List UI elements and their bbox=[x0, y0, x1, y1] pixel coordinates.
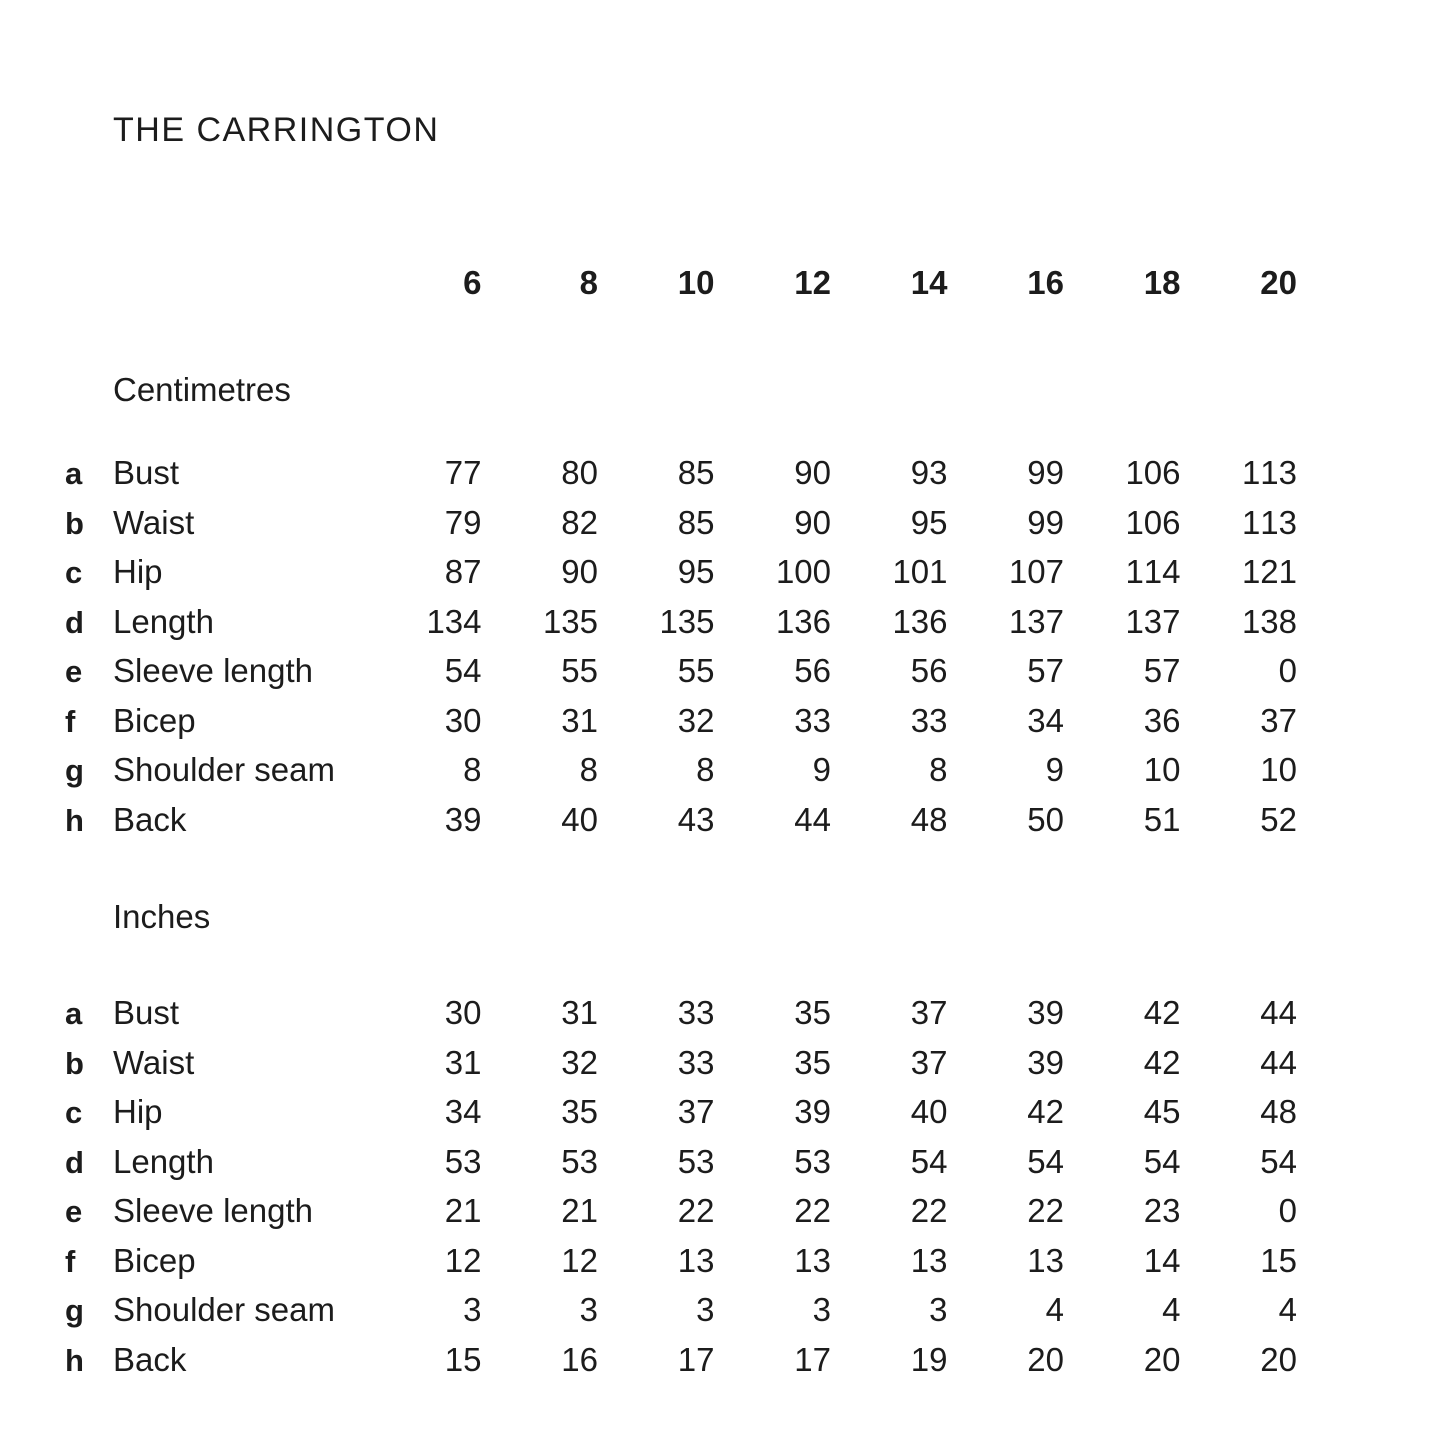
cell-value: 30 bbox=[444, 701, 482, 739]
section-label: Inches bbox=[113, 898, 211, 935]
cell-value: 135 bbox=[542, 602, 598, 640]
table-row bbox=[65, 448, 1395, 498]
cell-value: 32 bbox=[677, 701, 715, 739]
size-column-header: 16 bbox=[1027, 264, 1064, 301]
row-label: Bicep bbox=[113, 1241, 196, 1279]
cell-value: 42 bbox=[1027, 1093, 1064, 1130]
cell-value: 134 bbox=[426, 602, 482, 640]
cell-value: 3 bbox=[812, 1291, 831, 1328]
cell-value: 15 bbox=[444, 1340, 482, 1378]
row-label: Length bbox=[113, 602, 214, 640]
cell-value: 85 bbox=[677, 454, 715, 491]
cell-value: 95 bbox=[910, 503, 948, 541]
cell-value: 12 bbox=[444, 1241, 482, 1279]
cell-value: 33 bbox=[794, 701, 831, 739]
cell-value: 55 bbox=[561, 652, 598, 689]
cell-value: 35 bbox=[794, 994, 831, 1031]
section-label: Centimetres bbox=[113, 371, 291, 408]
cell-value: 4 bbox=[1278, 1291, 1297, 1328]
cell-value: 35 bbox=[794, 1043, 831, 1081]
row-label: Waist bbox=[113, 503, 195, 541]
row-letter: c bbox=[65, 555, 83, 590]
size-column-header: 20 bbox=[1260, 264, 1297, 301]
cell-value: 21 bbox=[561, 1192, 598, 1229]
cell-value: 42 bbox=[1143, 1043, 1181, 1081]
cell-value: 17 bbox=[794, 1340, 831, 1378]
cell-value: 8 bbox=[929, 751, 948, 788]
cell-value: 33 bbox=[910, 701, 948, 739]
cell-value: 37 bbox=[910, 994, 948, 1031]
cell-value: 35 bbox=[561, 1093, 598, 1130]
cell-value: 136 bbox=[775, 602, 831, 640]
table-row bbox=[65, 1236, 1395, 1286]
cell-value: 40 bbox=[910, 1093, 948, 1130]
cell-value: 37 bbox=[677, 1093, 715, 1130]
cell-value: 54 bbox=[1143, 1142, 1181, 1180]
row-label: Shoulder seam bbox=[113, 751, 335, 788]
cell-value: 22 bbox=[910, 1192, 948, 1229]
cell-value: 54 bbox=[1260, 1142, 1297, 1180]
cell-value: 95 bbox=[677, 553, 715, 590]
row-letter: a bbox=[65, 996, 83, 1031]
cell-value: 31 bbox=[444, 1043, 482, 1081]
cell-value: 106 bbox=[1125, 503, 1181, 541]
cell-value: 8 bbox=[696, 751, 715, 788]
cell-value: 99 bbox=[1027, 503, 1064, 541]
table-row bbox=[65, 597, 1395, 647]
size-column-header: 18 bbox=[1143, 264, 1181, 301]
row-label: Back bbox=[113, 1340, 187, 1378]
section-label-row bbox=[65, 897, 1395, 937]
row-label: Bust bbox=[113, 994, 180, 1031]
cell-value: 0 bbox=[1278, 652, 1297, 689]
cell-value: 12 bbox=[561, 1241, 598, 1279]
row-letter: b bbox=[65, 505, 84, 541]
cell-value: 39 bbox=[1027, 994, 1064, 1031]
row-label: Bicep bbox=[113, 701, 196, 739]
section-label-row bbox=[65, 370, 1395, 410]
cell-value: 82 bbox=[561, 503, 598, 541]
cell-value: 13 bbox=[794, 1241, 831, 1279]
cell-value: 85 bbox=[677, 503, 715, 541]
cell-value: 113 bbox=[1241, 454, 1297, 491]
cell-value: 44 bbox=[794, 800, 831, 838]
cell-value: 52 bbox=[1260, 800, 1297, 838]
cell-value: 57 bbox=[1027, 652, 1064, 689]
cell-value: 55 bbox=[677, 652, 715, 689]
cell-value: 77 bbox=[444, 454, 482, 491]
cell-value: 20 bbox=[1027, 1340, 1064, 1378]
row-label: Shoulder seam bbox=[113, 1291, 335, 1328]
row-label: Length bbox=[113, 1142, 214, 1180]
cell-value: 3 bbox=[463, 1291, 482, 1328]
cell-value: 13 bbox=[1027, 1241, 1064, 1279]
row-letter: d bbox=[65, 1144, 84, 1180]
cell-value: 50 bbox=[1027, 800, 1064, 838]
cell-value: 90 bbox=[794, 454, 831, 491]
row-letter: f bbox=[65, 703, 76, 739]
cell-value: 53 bbox=[794, 1142, 831, 1180]
row-letter: e bbox=[65, 654, 83, 689]
table-row bbox=[65, 1285, 1395, 1335]
cell-value: 31 bbox=[561, 701, 598, 739]
cell-value: 138 bbox=[1241, 602, 1297, 640]
row-label: Hip bbox=[113, 553, 163, 590]
cell-value: 3 bbox=[579, 1291, 598, 1328]
cell-value: 93 bbox=[910, 454, 948, 491]
table-row bbox=[65, 1186, 1395, 1236]
cell-value: 135 bbox=[659, 602, 715, 640]
cell-value: 32 bbox=[561, 1043, 598, 1081]
cell-value: 20 bbox=[1260, 1340, 1297, 1378]
table-row bbox=[65, 1087, 1395, 1137]
cell-value: 54 bbox=[444, 652, 482, 689]
cell-value: 3 bbox=[696, 1291, 715, 1328]
cell-value: 137 bbox=[1125, 602, 1181, 640]
cell-value: 8 bbox=[463, 751, 482, 788]
size-column-header: 12 bbox=[794, 264, 831, 301]
cell-value: 42 bbox=[1143, 994, 1181, 1031]
cell-value: 22 bbox=[794, 1192, 831, 1229]
cell-value: 136 bbox=[892, 602, 948, 640]
cell-value: 54 bbox=[910, 1142, 948, 1180]
sizes-header-row bbox=[65, 263, 1395, 303]
cell-value: 44 bbox=[1260, 1043, 1297, 1081]
cell-value: 22 bbox=[1027, 1192, 1064, 1229]
cell-value: 45 bbox=[1143, 1093, 1181, 1130]
row-label: Sleeve length bbox=[113, 652, 313, 689]
table-row bbox=[65, 646, 1395, 696]
table-row bbox=[65, 745, 1395, 795]
cell-value: 10 bbox=[1260, 751, 1297, 788]
table-row bbox=[65, 1038, 1395, 1088]
cell-value: 56 bbox=[794, 652, 831, 689]
row-label: Bust bbox=[113, 454, 180, 491]
row-letter: h bbox=[65, 1342, 84, 1378]
cell-value: 16 bbox=[561, 1340, 598, 1378]
table-row bbox=[65, 498, 1395, 548]
cell-value: 37 bbox=[910, 1043, 948, 1081]
size-column-header: 10 bbox=[677, 264, 715, 301]
cell-value: 31 bbox=[561, 994, 598, 1031]
cell-value: 90 bbox=[794, 503, 831, 541]
cell-value: 10 bbox=[1143, 751, 1181, 788]
cell-value: 33 bbox=[677, 1043, 715, 1081]
page-title: THE CARRINGTON bbox=[113, 111, 440, 149]
cell-value: 0 bbox=[1278, 1192, 1297, 1229]
cell-value: 79 bbox=[444, 503, 482, 541]
cell-value: 23 bbox=[1143, 1192, 1181, 1229]
cell-value: 56 bbox=[910, 652, 948, 689]
cell-value: 87 bbox=[444, 553, 482, 590]
cell-value: 107 bbox=[1008, 553, 1064, 590]
cell-value: 20 bbox=[1143, 1340, 1181, 1378]
cell-value: 101 bbox=[892, 553, 948, 590]
cell-value: 54 bbox=[1027, 1142, 1064, 1180]
row-letter: f bbox=[65, 1243, 76, 1279]
cell-value: 9 bbox=[812, 751, 831, 788]
cell-value: 106 bbox=[1125, 454, 1181, 491]
cell-value: 57 bbox=[1143, 652, 1181, 689]
table-row bbox=[65, 1335, 1395, 1385]
cell-value: 90 bbox=[561, 553, 598, 590]
cell-value: 40 bbox=[561, 800, 598, 838]
row-letter: a bbox=[65, 456, 83, 491]
cell-value: 22 bbox=[677, 1192, 715, 1229]
row-label: Hip bbox=[113, 1093, 163, 1130]
row-letter: h bbox=[65, 802, 84, 838]
cell-value: 13 bbox=[910, 1241, 948, 1279]
row-label: Waist bbox=[113, 1043, 195, 1081]
row-label: Sleeve length bbox=[113, 1192, 313, 1229]
cell-value: 121 bbox=[1241, 553, 1297, 590]
cell-value: 19 bbox=[910, 1340, 948, 1378]
table-row bbox=[65, 795, 1395, 845]
table-row bbox=[65, 696, 1395, 746]
cell-value: 80 bbox=[561, 454, 598, 491]
cell-value: 30 bbox=[444, 994, 482, 1031]
cell-value: 8 bbox=[579, 751, 598, 788]
cell-value: 99 bbox=[1027, 454, 1064, 491]
cell-value: 17 bbox=[677, 1340, 715, 1378]
row-label: Back bbox=[113, 800, 187, 838]
cell-value: 48 bbox=[910, 800, 948, 838]
cell-value: 36 bbox=[1143, 701, 1181, 739]
table-row bbox=[65, 988, 1395, 1038]
row-letter: e bbox=[65, 1194, 83, 1229]
cell-value: 53 bbox=[677, 1142, 715, 1180]
size-column-header: 8 bbox=[579, 264, 598, 301]
cell-value: 9 bbox=[1045, 751, 1064, 788]
cell-value: 44 bbox=[1260, 994, 1297, 1031]
row-letter: g bbox=[65, 1293, 84, 1328]
cell-value: 113 bbox=[1241, 503, 1297, 541]
cell-value: 15 bbox=[1260, 1241, 1297, 1279]
row-letter: c bbox=[65, 1095, 83, 1130]
cell-value: 39 bbox=[1027, 1043, 1064, 1081]
cell-value: 43 bbox=[677, 800, 715, 838]
size-column-header: 14 bbox=[910, 264, 948, 301]
cell-value: 37 bbox=[1260, 701, 1297, 739]
cell-value: 33 bbox=[677, 994, 715, 1031]
cell-value: 114 bbox=[1125, 553, 1181, 590]
row-letter: b bbox=[65, 1045, 84, 1081]
cell-value: 137 bbox=[1008, 602, 1064, 640]
cell-value: 53 bbox=[561, 1142, 598, 1180]
cell-value: 53 bbox=[444, 1142, 482, 1180]
cell-value: 100 bbox=[775, 553, 831, 590]
row-letter: g bbox=[65, 753, 84, 788]
cell-value: 13 bbox=[677, 1241, 715, 1279]
cell-value: 34 bbox=[444, 1093, 482, 1130]
table-row bbox=[65, 1137, 1395, 1187]
cell-value: 4 bbox=[1045, 1291, 1064, 1328]
row-letter: d bbox=[65, 604, 84, 640]
cell-value: 4 bbox=[1162, 1291, 1181, 1328]
cell-value: 14 bbox=[1143, 1241, 1181, 1279]
cell-value: 34 bbox=[1027, 701, 1064, 739]
cell-value: 39 bbox=[794, 1093, 831, 1130]
cell-value: 21 bbox=[444, 1192, 482, 1229]
size-column-header: 6 bbox=[463, 264, 482, 301]
size-table bbox=[65, 370, 1395, 1384]
cell-value: 3 bbox=[929, 1291, 948, 1328]
cell-value: 51 bbox=[1143, 800, 1181, 838]
cell-value: 48 bbox=[1260, 1093, 1297, 1130]
table-row bbox=[65, 547, 1395, 597]
cell-value: 39 bbox=[444, 800, 482, 838]
